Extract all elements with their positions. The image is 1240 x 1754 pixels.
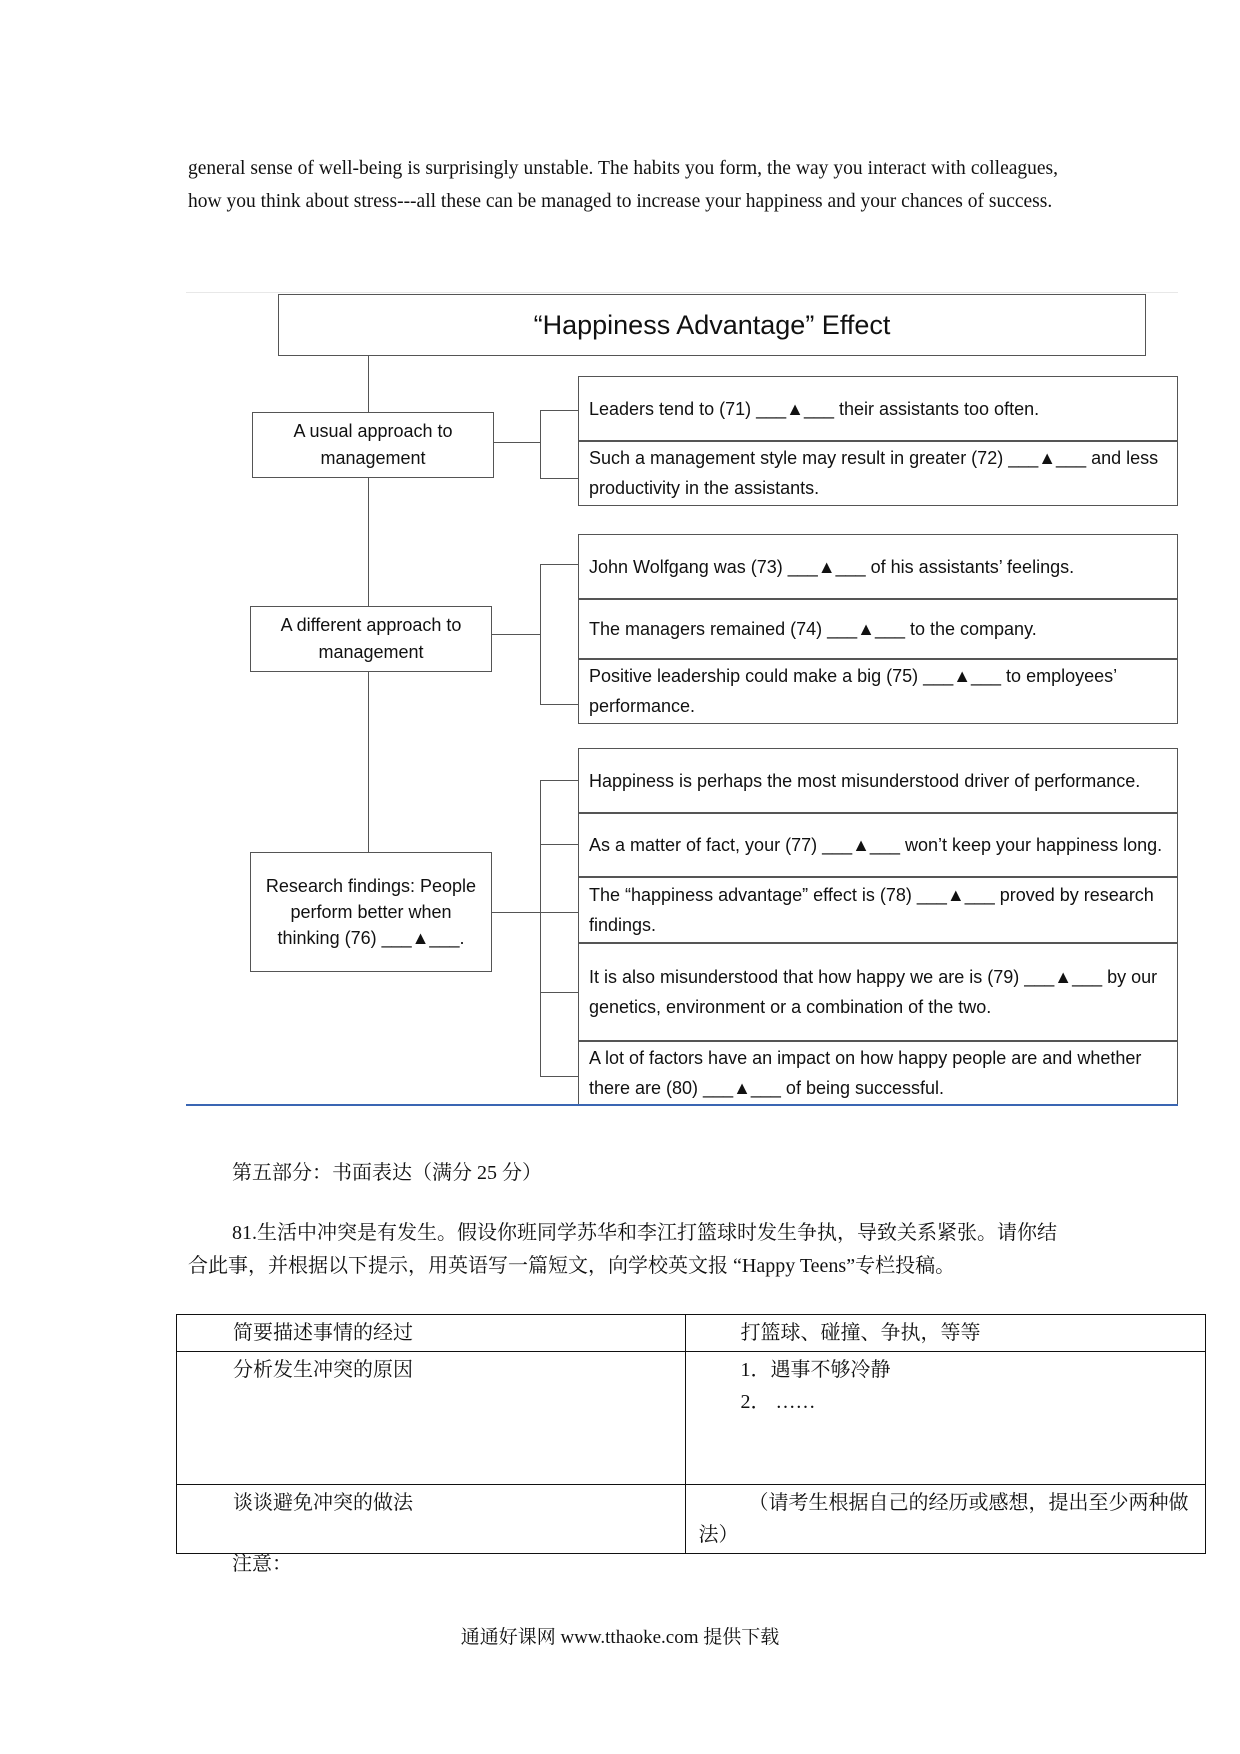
diagram-title-text: “Happiness Advantage” Effect	[533, 309, 891, 340]
leaf-75-text: Positive leadership could make a big (75) ___▲___ to employees’ performance.	[589, 666, 1117, 716]
branch3-tick-5	[540, 1076, 578, 1077]
branch2-bracket-top	[540, 564, 578, 565]
leaf-72	[578, 440, 1178, 506]
leaf-71-text: Leaders tend to (71) ___▲___ their assistants too often.	[589, 399, 1040, 419]
spine-line-lower	[368, 770, 369, 852]
leaf-driver-text: Happiness is perhaps the most misunderstood driver of performance.	[589, 771, 1141, 791]
leaf-73	[578, 534, 1178, 600]
note-label: 注意：	[232, 1553, 292, 1575]
leaf-80	[578, 1040, 1178, 1106]
leaf-77-text: As a matter of fact, your (77) ___▲___ won’t keep your happiness long.	[589, 835, 1163, 855]
branch1-bracket-top	[540, 410, 578, 411]
reason-item-2: 2． ……	[740, 1391, 816, 1413]
branch3-tick-2	[540, 844, 578, 845]
prompt-table	[176, 1314, 1206, 1554]
page-footer: 通通好课网 www.tthaoke.com 提供下载	[460, 1627, 780, 1648]
table-row	[177, 1485, 1206, 1554]
branch1-bracket	[540, 410, 541, 478]
happiness-advantage-diagram	[186, 292, 1178, 1112]
part-heading: 第五部分：书面表达（满分 25 分）	[232, 1162, 542, 1184]
leaf-73-text: John Wolfgang was (73) ___▲___ of his assistants’ feelings.	[589, 557, 1075, 577]
branch2-label-text: A different approach to management	[280, 615, 462, 662]
leaf-80-text: A lot of factors have an impact on how happy people are and whether there are (80) ___▲___ of being successful.	[589, 1048, 1142, 1098]
branch1-connector	[494, 442, 540, 443]
task-instructions: 81.生活中冲突是有发生。假设你班同学苏华和李江打篮球时发生争执，导致关系紧张。请你结合此事，并根据以下提示，用英语写一篇短文，向学校英文报 “Happy Teens”专栏投稿。	[188, 1222, 1057, 1277]
diagram-bottom-border	[186, 1104, 1178, 1106]
leaf-74	[578, 598, 1178, 660]
intro-paragraph: general sense of well-being is surprisingly unstable. The habits you form, the way you interact with colleagues, how you think about stress---all these can be managed to increase your happiness and your chances of success.	[188, 158, 1058, 212]
branch3-connector	[492, 912, 540, 913]
branch3-bracket	[540, 780, 541, 1076]
branch3-tick-1	[540, 780, 578, 781]
leaf-78-text: The “happiness advantage” effect is (78) ___▲___ proved by research findings.	[589, 885, 1154, 935]
branch3-tick-3	[540, 912, 578, 913]
table-cell-left: 分析发生冲突的原因	[177, 1352, 686, 1485]
branch1-bracket-bottom	[540, 478, 578, 479]
table-cell-right	[686, 1352, 1206, 1485]
leaf-71	[578, 376, 1178, 442]
branch2-connector	[492, 634, 540, 635]
leaf-77	[578, 812, 1178, 878]
leaf-74-text: The managers remained (74) ___▲___ to the company.	[589, 619, 1037, 639]
leaf-72-text: Such a management style may result in greater (72) ___▲___ and less productivity in the assistants.	[589, 448, 1159, 498]
leaf-79	[578, 942, 1178, 1042]
table-cell-left: 谈谈避免冲突的做法	[177, 1485, 686, 1554]
table-row	[177, 1352, 1206, 1485]
branch2-label	[250, 606, 492, 672]
leaf-78	[578, 876, 1178, 944]
branch3-tick-4	[540, 992, 578, 993]
diagram-title	[278, 294, 1146, 356]
leaf-79-text: It is also misunderstood that how happy we are is (79) ___▲___ by our genetics, environment or a combination of the two.	[589, 967, 1158, 1017]
diagram-top-border	[186, 292, 1178, 293]
branch1-label	[252, 412, 494, 478]
branch2-bracket	[540, 564, 541, 704]
branch3-label-text: Research findings: People perform better when thinking (76) ___▲___.	[265, 876, 477, 948]
table-cell-left: 简要描述事情的经过	[177, 1315, 686, 1352]
leaf-75	[578, 658, 1178, 724]
reason-item-1: 1．遇事不够冷静	[740, 1359, 891, 1381]
branch3-label	[250, 852, 492, 972]
table-cell-right: 打篮球、碰撞、争执，等等	[686, 1315, 1206, 1352]
table-cell-right: （请考生根据自己的经历或感想，提出至少两种做法）	[686, 1485, 1206, 1554]
branch2-bracket-bottom	[540, 704, 578, 705]
leaf-driver	[578, 748, 1178, 814]
table-row	[177, 1315, 1206, 1352]
branch1-label-text: A usual approach to management	[293, 421, 453, 468]
